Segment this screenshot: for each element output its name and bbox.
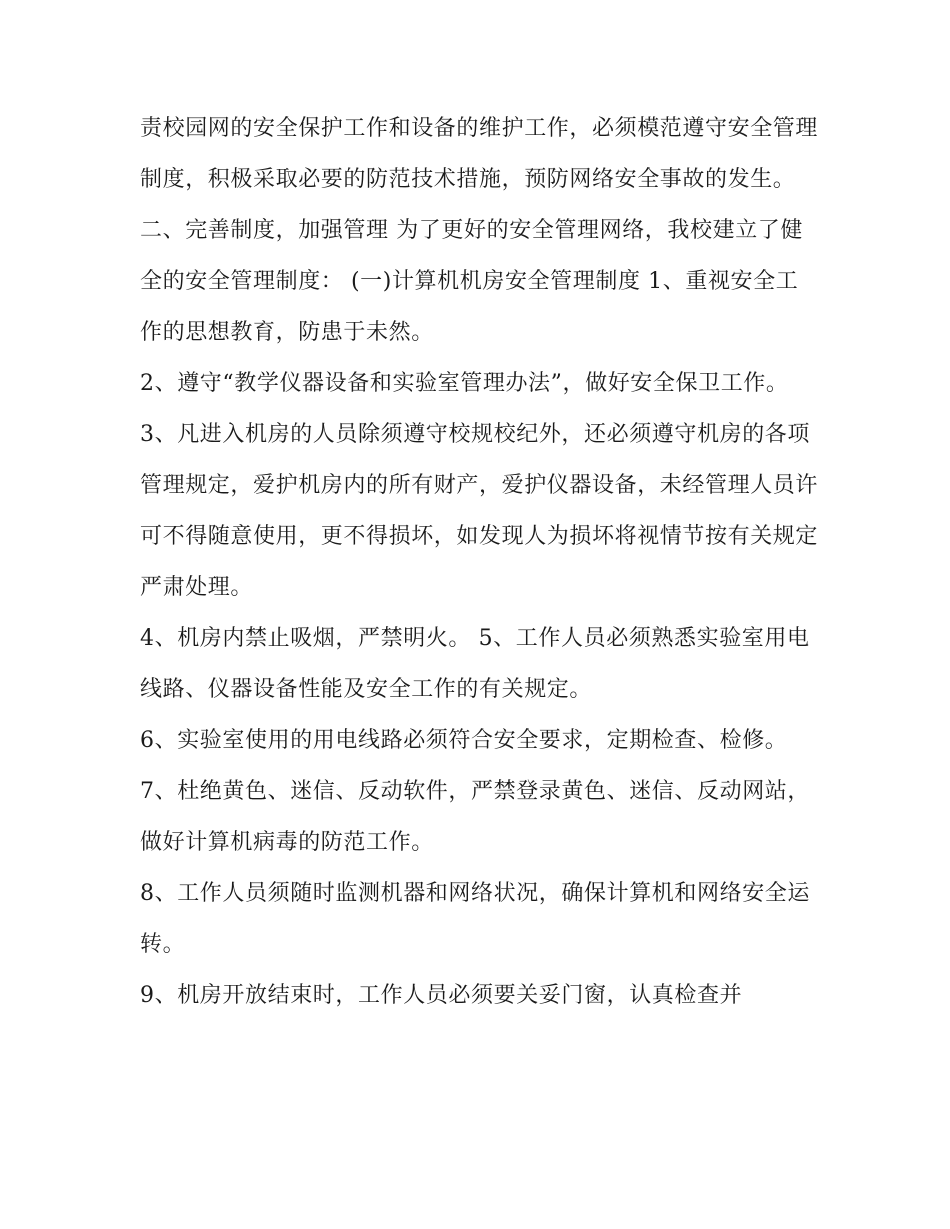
paragraph-6: 6、实验室使用的用电线路必须符合安全要求，定期检查、检修。 7、杜绝黄色、迷信、反动软件，严禁登录黄色、迷信、反动网站，做好计算机病毒的防范工作。 — [140, 728, 810, 855]
paragraph-3: 2、遵守“教学仪器设备和实验室管理办法”，做好安全保卫工作。 — [140, 371, 789, 396]
paragraph-5: 4、机房内禁止吸烟，严禁明火。 5、工作人员必须熟悉实验室用电线路、仪器设备性能及安全工作的有关规定。 — [140, 626, 810, 702]
paragraph-7: 8、工作人员须随时监测机器和网络状况，确保计算机和网络安全运转。 — [140, 881, 810, 957]
document-body — [140, 103, 820, 1021]
paragraph-1: 责校园网的安全保护工作和设备的维护工作，必须模范遵守安全管理制度，积极采取必要的防范技术措施，预防网络安全事故的发生。 — [140, 116, 819, 192]
paragraph-8: 9、机房开放结束时，工作人员必须要关妥门窗，认真检查并 — [140, 983, 743, 1008]
paragraph-2: 二、完善制度，加强管理 为了更好的安全管理网络，我校建立了健全的安全管理制度： (一)计算机机房安全管理制度 1、重视安全工作的思想教育，防患于未然。 — [140, 218, 803, 345]
paragraph-4: 3、凡进入机房的人员除须遵守校规校纪外，还必须遵守机房的各项管理规定，爱护机房内的所有财产，爱护仪器设备，未经管理人员许可不得随意使用，更不得损坏，如发现人为损坏将视情节按有关规定严肃处理。 — [140, 422, 819, 600]
